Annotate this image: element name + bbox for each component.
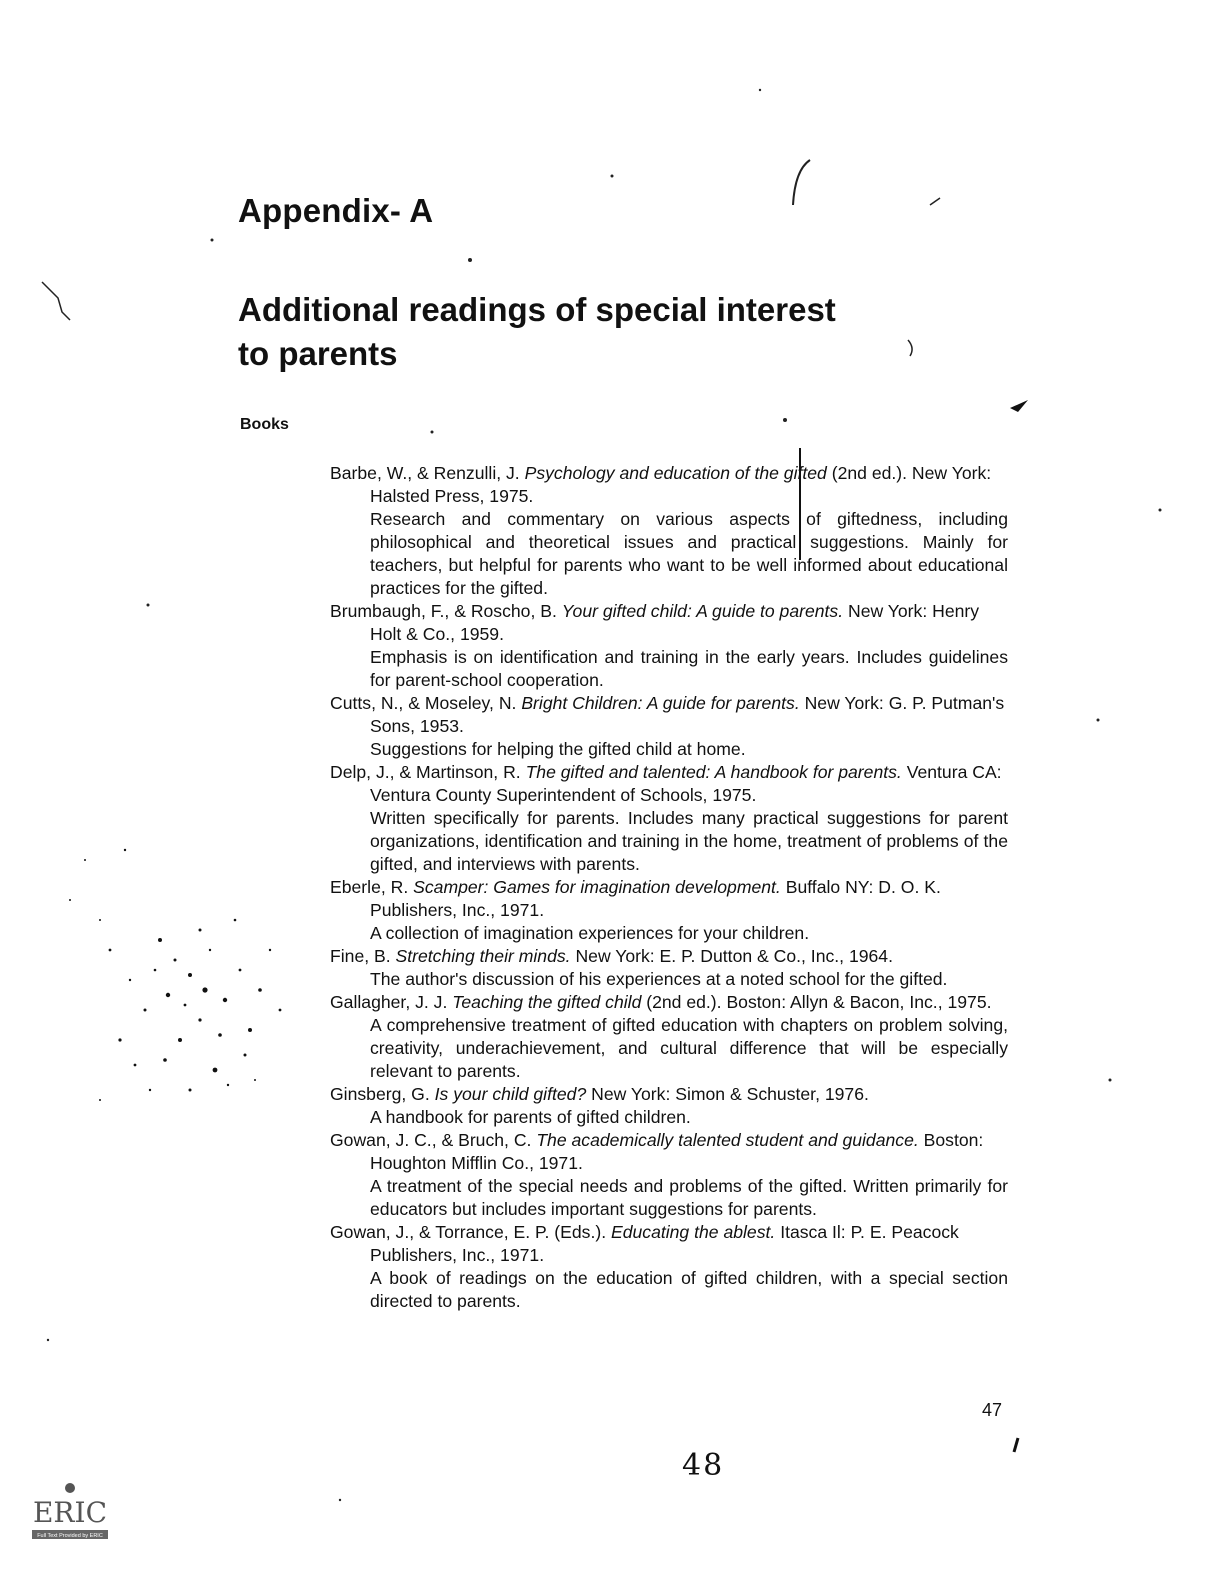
main-title-line-1: Additional readings of special interest bbox=[238, 291, 836, 328]
eric-logo-tagline: Full Text Provided by ERIC bbox=[37, 1533, 103, 1539]
citation-title: Psychology and education of the gifted bbox=[524, 463, 827, 483]
citation-authors: Fine, B. bbox=[330, 946, 391, 966]
citation-title: Bright Children: A guide for parents. bbox=[521, 693, 800, 713]
speckle-blot bbox=[40, 800, 300, 1130]
main-title-line-2: to parents bbox=[238, 335, 398, 372]
citation bbox=[330, 945, 1008, 968]
reference-list bbox=[330, 462, 1008, 1313]
annotation: Suggestions for helping the gifted child at home. bbox=[370, 739, 746, 759]
citation-title: The gifted and talented: A handbook for parents. bbox=[525, 762, 902, 782]
citation-details: Itasca Il: P. E. Peacock Publishers, Inc., 1971. bbox=[370, 1222, 959, 1265]
citation bbox=[330, 991, 1008, 1014]
citation-details: Ventura CA: Ventura County Superintendent of Schools, 1975. bbox=[370, 762, 1002, 805]
reference-entry bbox=[330, 462, 1008, 600]
citation-authors: Eberle, R. bbox=[330, 877, 409, 897]
reference-entry bbox=[330, 1129, 1008, 1221]
citation-title: Your gifted child: A guide to parents. bbox=[561, 601, 844, 621]
citation-authors: Gowan, J. C., & Bruch, C. bbox=[330, 1130, 532, 1150]
citation-title: Scamper: Games for imagination development. bbox=[413, 877, 781, 897]
citation bbox=[330, 1221, 1008, 1267]
citation-title: Stretching their minds. bbox=[395, 946, 571, 966]
citation bbox=[330, 761, 1008, 807]
citation bbox=[330, 462, 1008, 508]
citation bbox=[330, 1129, 1008, 1175]
citation-title: The academically talented student and guidance. bbox=[536, 1130, 919, 1150]
reference-entry bbox=[330, 945, 1008, 991]
reference-entry bbox=[330, 692, 1008, 761]
citation-authors: Ginsberg, G. bbox=[330, 1084, 430, 1104]
reference-entry bbox=[330, 1221, 1008, 1313]
appendix-label: Appendix‐ A bbox=[238, 192, 434, 229]
reference-entry bbox=[330, 991, 1008, 1083]
citation-details: Boston: Houghton Mifflin Co., 1971. bbox=[370, 1130, 984, 1173]
citation-details: Buffalo NY: D. O. K. Publishers, Inc., 1971. bbox=[370, 877, 941, 920]
annotation: A comprehensive treatment of gifted education with chapters on problem solving, creativity, underachievement, and cultural difference that will be especially relevant to parents. bbox=[370, 1015, 1008, 1081]
reference-entry bbox=[330, 1083, 1008, 1129]
annotation: Written specifically for parents. Includes many practical suggestions for parent organizations, identification and training in the home, treatment of problems of the gifted, and interviews with parents. bbox=[370, 808, 1008, 874]
citation-title: Educating the ablest. bbox=[610, 1222, 776, 1242]
citation-authors: Delp, J., & Martinson, R. bbox=[330, 762, 521, 782]
annotation: The author's discussion of his experiences at a noted school for the gifted. bbox=[370, 969, 948, 989]
footer-number: 48 bbox=[682, 1448, 725, 1483]
main-title bbox=[238, 288, 938, 376]
eric-logo-mark bbox=[65, 1483, 75, 1493]
citation-authors: Barbe, W., & Renzulli, J. bbox=[330, 463, 520, 483]
annotation: A collection of imagination experiences for your children. bbox=[370, 923, 810, 943]
eric-logo-text: ERIC bbox=[32, 1496, 108, 1529]
citation-details: New York: Henry Holt & Co., 1959. bbox=[370, 601, 980, 644]
citation bbox=[330, 692, 1008, 738]
citation-authors: Cutts, N., & Moseley, N. bbox=[330, 693, 517, 713]
annotation: Research and commentary on various aspects of giftedness, including philosophical and theoretical issues and practical suggestions. Mainly for teachers, but helpful for parents who want to be well informed about educational practices for the gifted. bbox=[370, 509, 1008, 598]
annotation: A treatment of the special needs and problems of the gifted. Written primarily for educators but includes important suggestions for parents. bbox=[370, 1176, 1008, 1219]
annotation: Emphasis is on identification and training in the early years. Includes guidelines for parent-school cooperation. bbox=[370, 647, 1008, 690]
citation-details: New York: G. P. Putman's Sons, 1953. bbox=[370, 693, 1005, 736]
citation-details: (2nd ed.). Boston: Allyn & Bacon, Inc., 1975. bbox=[646, 992, 992, 1012]
citation bbox=[330, 876, 1008, 922]
reference-entry bbox=[330, 876, 1008, 945]
page-number: 47 bbox=[982, 1400, 1003, 1420]
annotation: A handbook for parents of gifted children. bbox=[370, 1107, 691, 1127]
eric-logo bbox=[30, 1478, 110, 1546]
citation bbox=[330, 600, 1008, 646]
citation-details: New York: E. P. Dutton & Co., Inc., 1964. bbox=[575, 946, 893, 966]
citation-authors: Gallagher, J. J. bbox=[330, 992, 448, 1012]
reference-entry bbox=[330, 600, 1008, 692]
reference-entry bbox=[330, 761, 1008, 876]
citation-authors: Brumbaugh, F., & Roscho, B. bbox=[330, 601, 557, 621]
citation bbox=[330, 1083, 1008, 1106]
citation-title: Is your child gifted? bbox=[434, 1084, 587, 1104]
section-heading-books: Books bbox=[240, 416, 289, 433]
citation-details: (2nd ed.). New York: Halsted Press, 1975. bbox=[370, 463, 992, 506]
annotation: A book of readings on the education of gifted children, with a special section directed to parents. bbox=[370, 1268, 1008, 1311]
citation-title: Teaching the gifted child bbox=[452, 992, 642, 1012]
citation-authors: Gowan, J., & Torrance, E. P. (Eds.). bbox=[330, 1222, 607, 1242]
citation-details: New York: Simon & Schuster, 1976. bbox=[591, 1084, 869, 1104]
